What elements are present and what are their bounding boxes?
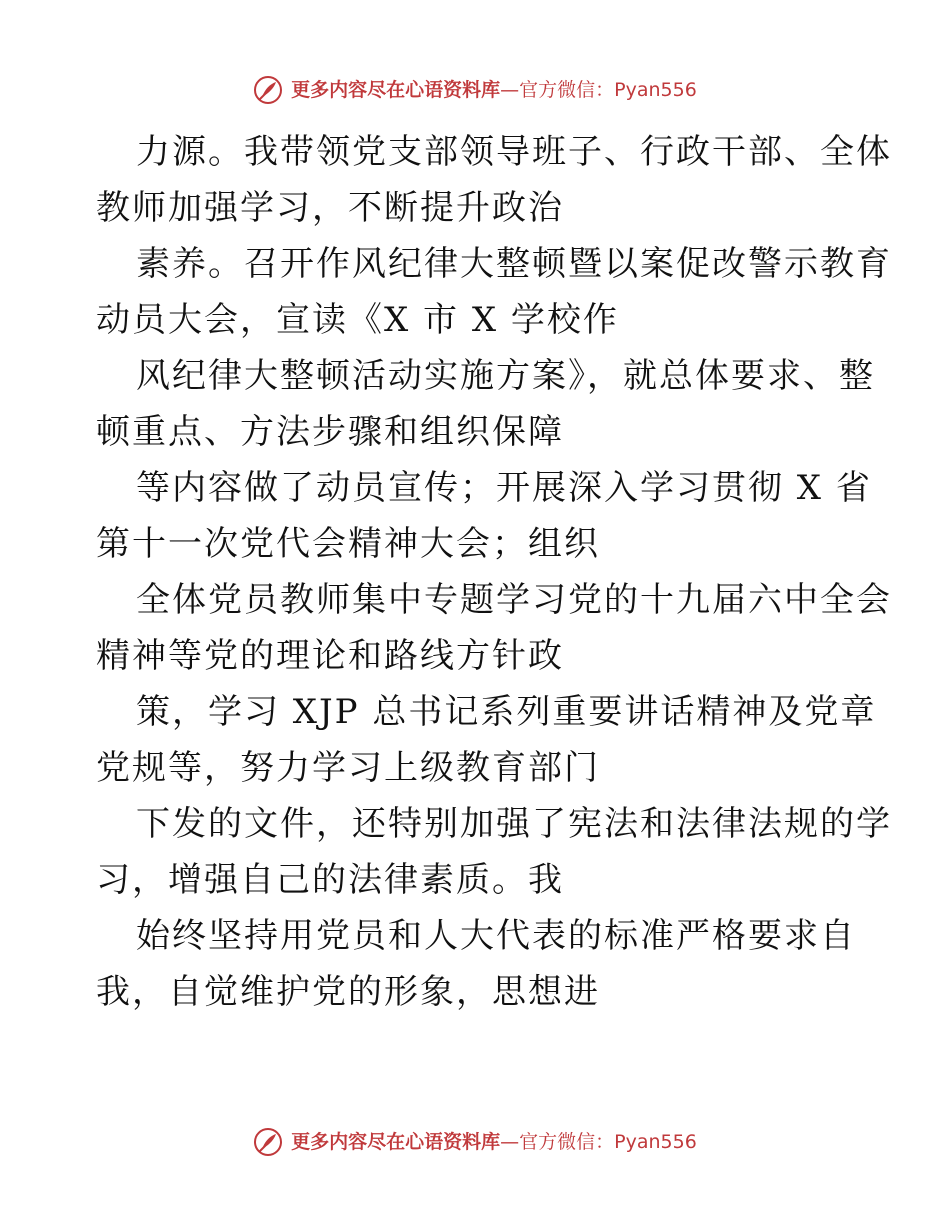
document-body (96, 124, 892, 1020)
watermark-separator: — (500, 78, 520, 101)
body-line: 精神等党的理论和路线方针政 (96, 636, 564, 676)
watermark-contact-text: 官方微信：Pyan556 (519, 78, 697, 101)
body-line: 教师加强学习，不断提升政治 (96, 188, 564, 228)
body-line: 顿重点、方法步骤和组织保障 (96, 412, 564, 452)
body-line: 党规等，努力学习上级教育部门 (96, 748, 600, 788)
body-line: 习，增强自己的法律素质。我 (96, 860, 564, 900)
header-watermark (0, 70, 950, 110)
body-line: 我，自觉维护党的形象，思想进 (96, 972, 600, 1012)
watermark-site-text: 更多内容尽在心语资料库 (291, 1130, 501, 1153)
body-line: 风纪律大整顿活动实施方案》，就总体要求、整 (136, 356, 875, 396)
body-line: 始终坚持用党员和人大代表的标准严格要求自 (136, 916, 856, 956)
watermark-contact-text: 官方微信：Pyan556 (519, 1130, 697, 1153)
body-line: 全体党员教师集中专题学习党的十九届六中全会 (136, 580, 892, 620)
body-line: 下发的文件，还特别加强了宪法和法律法规的学 (136, 804, 892, 844)
body-line: 策，学习 XJP 总书记系列重要讲话精神及党章 (136, 692, 877, 732)
body-line: 等内容做了动员宣传；开展深入学习贯彻 X 省 (136, 468, 872, 508)
watermark-separator: — (500, 1130, 520, 1153)
watermark-text (291, 78, 697, 101)
body-line: 力源。我带领党支部领导班子、行政干部、全体 (136, 132, 892, 172)
body-line: 动员大会，宣读《X 市 X 学校作 (96, 300, 619, 340)
watermark-text (291, 1130, 697, 1153)
quill-pen-logo-icon (253, 75, 283, 105)
watermark-site-text: 更多内容尽在心语资料库 (291, 78, 501, 101)
footer-watermark (0, 1122, 950, 1162)
body-line: 素养。召开作风纪律大整顿暨以案促改警示教育 (136, 244, 892, 284)
quill-pen-logo-icon (253, 1127, 283, 1157)
body-line: 第十一次党代会精神大会；组织 (96, 524, 600, 564)
